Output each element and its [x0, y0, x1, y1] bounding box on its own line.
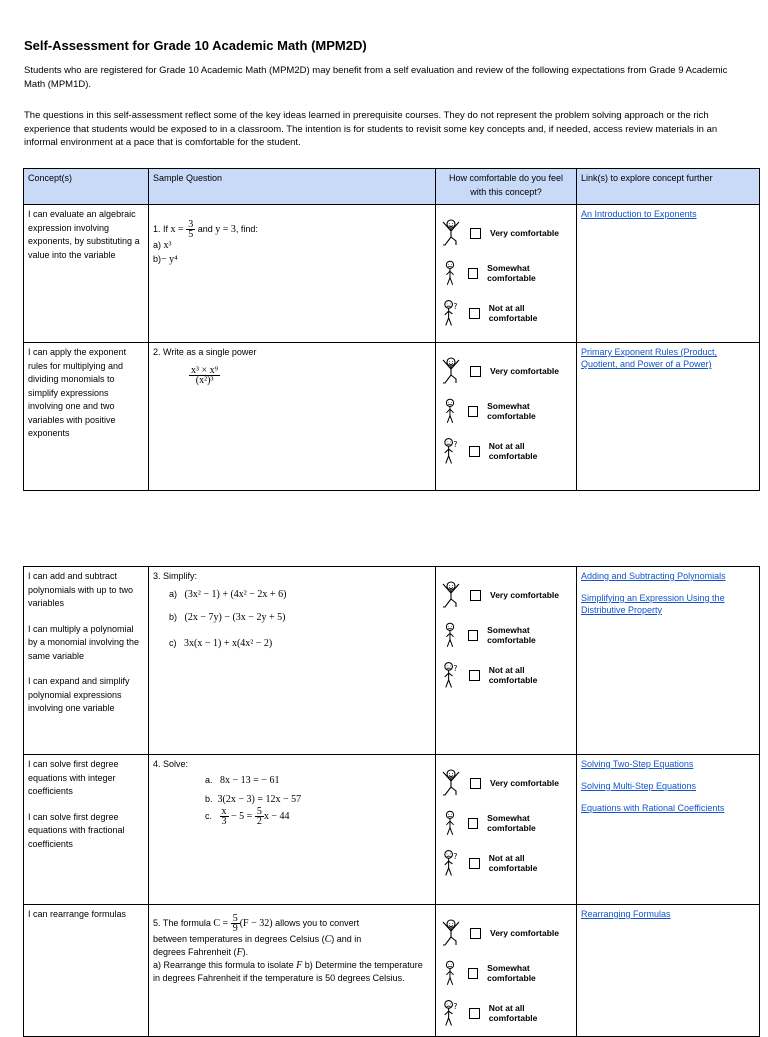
- part-label: b): [169, 612, 178, 622]
- concept-text: I can multiply a polynomial by a monomial involving the same variable: [28, 623, 140, 661]
- checkbox[interactable]: [468, 818, 478, 829]
- option-not-comfortable[interactable]: [440, 843, 572, 883]
- math-expr: (F − 32): [239, 917, 273, 929]
- links-cell: [577, 205, 760, 343]
- part-label: c.: [205, 810, 213, 821]
- fraction-denominator: (x²)³: [195, 374, 214, 386]
- math-fraction: [220, 807, 229, 826]
- concept-text: I can expand and simplify polynomial expressions involving one variable: [28, 676, 130, 713]
- header-concepts: Concept(s): [24, 169, 149, 205]
- link-adding-subtracting-polynomials[interactable]: Adding and Subtracting Polynomials: [581, 571, 726, 581]
- option-label: Very comfortable: [490, 366, 559, 376]
- intro-paragraph-1: Students who are registered for Grade 10 Academic Math (MPM2D) may benefit from a self evaluation and review of the following expectations from Grade 9 Academic Math (MPM1D).: [24, 65, 728, 90]
- link-distributive-property[interactable]: Simplifying an Expression Using the Distributive Property: [581, 593, 725, 615]
- header-sample-question: Sample Question: [149, 169, 436, 205]
- link-rational-coefficients[interactable]: Equations with Rational Coefficients: [581, 803, 725, 813]
- table-row: [24, 343, 760, 491]
- table-header-row: [24, 169, 760, 205]
- option-somewhat-comfortable[interactable]: [440, 803, 572, 843]
- checkbox[interactable]: [469, 670, 480, 681]
- links-cell: [577, 567, 760, 755]
- fraction-denominator: 5: [188, 229, 194, 240]
- question-text: a) Rearrange this formula to isolate: [153, 960, 294, 970]
- part-label: a.: [205, 774, 213, 785]
- option-label: Not at all comfortable: [488, 303, 538, 323]
- option-label: Somewhat comfortable: [487, 263, 536, 283]
- concept-cell: [24, 205, 149, 343]
- question-text: between temperatures in degrees Celsius (: [153, 934, 325, 944]
- checkbox[interactable]: [469, 1008, 480, 1019]
- part-label: a): [153, 240, 162, 250]
- question-cell: [149, 567, 436, 755]
- fraction-denominator: 2: [256, 815, 262, 827]
- option-somewhat-comfortable[interactable]: [440, 253, 572, 293]
- math-expr: x − 44: [263, 810, 290, 822]
- fraction-numerator: x³ × x⁹: [191, 364, 219, 376]
- word-and: and: [197, 223, 213, 234]
- checkbox[interactable]: [468, 630, 478, 641]
- question-number: 1. If: [153, 223, 169, 234]
- option-not-comfortable[interactable]: [440, 655, 572, 695]
- math-expr: 3(2x − 3) = 12x − 57: [217, 794, 302, 805]
- option-very-comfortable[interactable]: [440, 351, 572, 391]
- word-find: , find:: [235, 223, 258, 234]
- happy-figure-icon: [440, 219, 462, 247]
- comfort-cell: [436, 905, 577, 1037]
- unsure-figure-icon: [440, 299, 461, 327]
- assessment-table-1: [23, 168, 760, 491]
- fraction-numerator: x: [221, 805, 227, 817]
- question-text: ).: [242, 947, 249, 957]
- checkbox[interactable]: [469, 446, 480, 457]
- option-not-comfortable[interactable]: [440, 993, 572, 1033]
- concept-text: I can evaluate an algebraic expression involving exponents, by substituting a value into the variable: [28, 209, 140, 260]
- comfort-cell: [436, 755, 577, 905]
- assessment-table-2: [23, 566, 760, 1037]
- checkbox[interactable]: [468, 406, 478, 417]
- table-row: [24, 755, 760, 905]
- math-expr: − 5 =: [231, 810, 253, 822]
- question-cell: [149, 755, 436, 905]
- option-not-comfortable[interactable]: [440, 431, 572, 471]
- part-label: b.: [205, 794, 213, 804]
- math-expr: (3x² − 1) + (4x² − 2x + 6): [184, 588, 287, 600]
- math-expr: 8x − 13 = − 61: [220, 774, 280, 786]
- question-text: 3. Simplify:: [153, 571, 198, 581]
- option-label: Somewhat comfortable: [487, 625, 536, 645]
- table-row: [24, 205, 760, 343]
- math-var: F: [236, 947, 243, 958]
- option-label: Somewhat comfortable: [487, 813, 536, 833]
- question-cell: [149, 343, 436, 491]
- option-label: Somewhat comfortable: [487, 401, 536, 421]
- option-label: Very comfortable: [490, 928, 559, 938]
- concept-text: I can solve first degree equations with integer coefficients: [28, 759, 119, 796]
- option-label: Not at all comfortable: [488, 665, 538, 685]
- table-row: [24, 567, 760, 755]
- checkbox[interactable]: [469, 858, 480, 869]
- option-label: Somewhat comfortable: [487, 963, 536, 983]
- neutral-figure-icon: [440, 959, 460, 987]
- checkbox[interactable]: [470, 366, 481, 377]
- option-label: Very comfortable: [490, 228, 559, 238]
- table-row: [24, 905, 760, 1037]
- link-two-step-equations[interactable]: Solving Two-Step Equations: [581, 759, 694, 769]
- checkbox[interactable]: [470, 228, 481, 239]
- unsure-figure-icon: [440, 437, 461, 465]
- option-somewhat-comfortable[interactable]: [440, 391, 572, 431]
- link-rearranging-formulas[interactable]: Rearranging Formulas: [581, 909, 671, 919]
- links-cell: [577, 905, 760, 1037]
- math-fraction: [189, 366, 220, 385]
- header-links: Link(s) to explore concept further: [577, 169, 760, 205]
- concept-cell: [24, 905, 149, 1037]
- neutral-figure-icon: [440, 621, 460, 649]
- option-label: Not at all comfortable: [488, 441, 538, 461]
- math-fraction: [186, 220, 195, 239]
- option-somewhat-comfortable[interactable]: [440, 615, 572, 655]
- math-y-expr: y = 3: [215, 223, 236, 235]
- fraction-denominator: 9: [232, 923, 238, 934]
- question-text: 2. Write as a single power: [153, 347, 257, 357]
- neutral-figure-icon: [440, 397, 460, 425]
- option-label: Not at all comfortable: [488, 1003, 538, 1023]
- comfort-cell: [436, 205, 577, 343]
- link-exponent-rules[interactable]: Primary Exponent Rules (Product, Quotient, and Power of a Power): [581, 347, 718, 369]
- math-expr: 3x(x − 1) + x(4x² − 2): [184, 637, 273, 649]
- concept-text: I can add and subtract polynomials with up to two variables: [28, 571, 134, 608]
- question-text: b) Determine the temperature in degrees Fahrenheit if the temperature is 50 degrees Celsius.: [153, 960, 423, 983]
- question-lead: 5. The formula: [153, 917, 211, 928]
- question-text: 4. Solve:: [153, 759, 189, 769]
- math-x-lhs: x =: [170, 223, 184, 235]
- option-somewhat-comfortable[interactable]: [440, 953, 572, 993]
- fraction-denominator: 3: [221, 815, 227, 827]
- concept-cell: [24, 567, 149, 755]
- option-very-comfortable[interactable]: [440, 575, 572, 615]
- intro-paragraph-2: The questions in this self-assessment reflect some of the key ideas learned in prerequisite courses. They do not represent the problem solving approach or the rich experience that students would be exposed to in a classroom. The intention is for students to revisit some key concepts and, if needed, access review materials in an informal environment at a pace that is comfortable for the student.: [24, 110, 718, 148]
- neutral-figure-icon: [440, 809, 460, 837]
- links-cell: [577, 755, 760, 905]
- checkbox[interactable]: [468, 268, 478, 279]
- question-text: ) and in: [331, 934, 362, 944]
- option-very-comfortable[interactable]: [440, 913, 572, 953]
- checkbox[interactable]: [469, 308, 480, 319]
- math-fraction: [255, 807, 264, 826]
- part-label: a): [169, 588, 178, 599]
- option-very-comfortable[interactable]: [440, 213, 572, 253]
- math-fraction: [231, 914, 240, 933]
- happy-figure-icon: [440, 769, 462, 797]
- math-var: F: [296, 960, 303, 971]
- unsure-figure-icon: [440, 999, 461, 1027]
- part-label: b): [153, 253, 162, 264]
- math-expr: x³: [163, 240, 172, 251]
- question-cell: [149, 905, 436, 1037]
- happy-figure-icon: [440, 581, 462, 609]
- question-text: degrees Fahrenheit (: [153, 947, 237, 957]
- comfort-cell: [436, 567, 577, 755]
- header-comfort: How comfortable do you feel with this concept?: [436, 169, 577, 205]
- page-title: Self-Assessment for Grade 10 Academic Math (MPM2D): [24, 38, 367, 53]
- question-text: allows you to convert: [275, 917, 360, 928]
- neutral-figure-icon: [440, 259, 460, 287]
- math-expr: − y⁴: [161, 253, 178, 265]
- concept-cell: [24, 755, 149, 905]
- link-multi-step-equations[interactable]: Solving Multi-Step Equations: [581, 781, 697, 791]
- question-cell: [149, 205, 436, 343]
- checkbox[interactable]: [470, 590, 481, 601]
- part-label: c): [169, 637, 177, 648]
- option-not-comfortable[interactable]: [440, 293, 572, 333]
- option-label: Very comfortable: [490, 590, 559, 600]
- math-expr: (2x − 7y) − (3x − 2y + 5): [184, 612, 286, 623]
- checkbox[interactable]: [470, 928, 481, 939]
- math-expr: C =: [213, 917, 229, 929]
- fraction-numerator: 5: [256, 805, 262, 817]
- concept-text: I can rearrange formulas: [28, 909, 127, 919]
- option-label: Not at all comfortable: [488, 853, 538, 873]
- happy-figure-icon: [440, 919, 462, 947]
- fraction-numerator: 5: [232, 913, 238, 924]
- comfort-cell: [436, 343, 577, 491]
- unsure-figure-icon: [440, 849, 461, 877]
- links-cell: [577, 343, 760, 491]
- checkbox[interactable]: [470, 778, 481, 789]
- link-intro-exponents[interactable]: An Introduction to Exponents: [581, 209, 697, 219]
- happy-figure-icon: [440, 357, 462, 385]
- concept-text: I can solve first degree equations with fractional coefficients: [28, 811, 125, 849]
- checkbox[interactable]: [468, 968, 478, 979]
- math-var: C: [324, 934, 332, 945]
- concept-text: I can apply the exponent rules for multiplying and dividing monomials to simplify expressions involving one and two variables with positive exponents: [28, 347, 127, 438]
- unsure-figure-icon: [440, 661, 461, 689]
- option-label: Very comfortable: [490, 778, 559, 788]
- fraction-numerator: 3: [188, 219, 194, 230]
- concept-cell: [24, 343, 149, 491]
- option-very-comfortable[interactable]: [440, 763, 572, 803]
